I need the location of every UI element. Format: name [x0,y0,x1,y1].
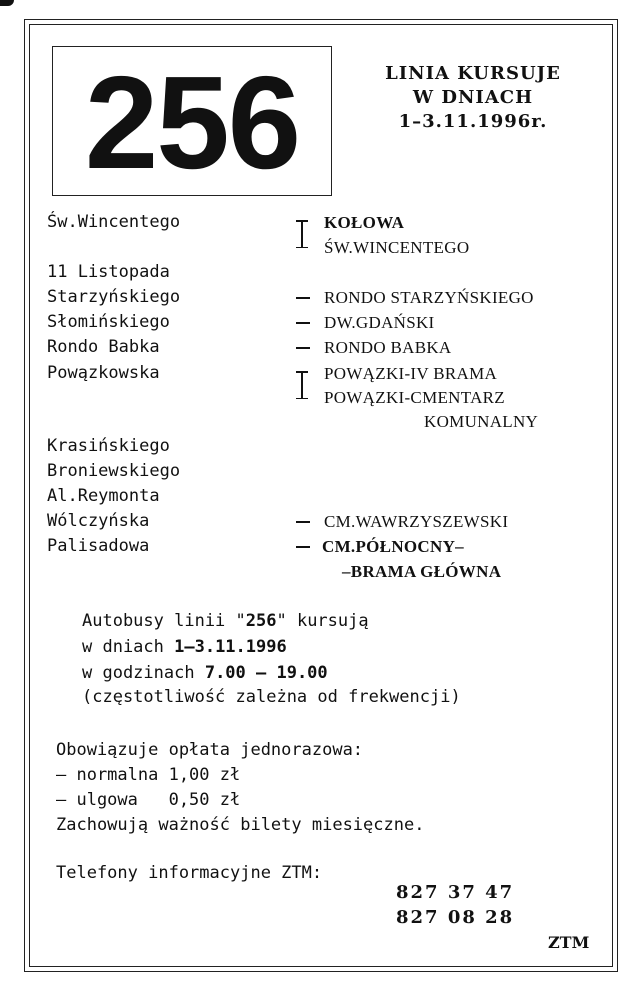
service-notice [358,62,588,134]
schedule-line-1: Autobusy linii "256" kursują [82,611,369,631]
dest-sw-wincentego: ŚW.WINCENTEGO [324,238,470,257]
dest-brama-glowna: –BRAMA GŁÓWNA [342,562,502,581]
dest-rondo-starzynskiego: RONDO STARZYŃSKIEGO [324,288,534,307]
ibeam-connector [296,220,308,248]
ibeam-connector [296,371,308,399]
monthly-tickets-note: Zachowują ważność bilety miesięczne. [56,815,425,835]
dash-connector [296,297,310,299]
stop-powazkowska: Powązkowska [47,363,160,383]
notice-line-1: LINIA KURSUJE [385,63,561,84]
stop-sw-wincentego: Św.Wincentego [47,212,181,232]
notice-line-3: 1–3.11.1996r. [398,111,548,132]
stop-al-reymonta: Al.Reymonta [47,486,160,506]
phone-number-2: 827 08 28 [396,907,515,928]
dest-powazki-iv-brama: POWĄZKI-IV BRAMA [324,364,498,383]
dash-connector [296,347,310,349]
stop-krasinskiego: Krasińskiego [47,436,170,456]
ztm-signature: ZTM [548,933,590,952]
fares-header: Obowiązuje opłata jednorazowa: [56,740,364,760]
info-phones-label: Telefony informacyjne ZTM: [56,863,323,883]
stop-rondo-babka: Rondo Babka [47,337,160,357]
dest-cm-polnocny: CM.PÓŁNOCNY– [322,537,464,556]
notice-line-2: W DNIACH [412,87,534,108]
dest-cm-wawrzyszewski: CM.WAWRZYSZEWSKI [324,512,509,531]
schedule-line-3: w godzinach 7.00 – 19.00 [82,663,328,683]
schedule-line-2: w dniach 1–3.11.1996 [82,637,287,657]
stop-palisadowa: Palisadowa [47,536,150,556]
dash-connector [296,322,310,324]
stop-11-listopada: 11 Listopada [47,262,170,282]
dest-komunalny: KOMUNALNY [424,412,539,431]
phone-number-1: 827 37 47 [396,882,515,903]
stop-slominskiego: Słomińskiego [47,312,170,332]
route-number-box [52,46,332,196]
dest-kolowa: KOŁOWA [324,213,405,232]
stop-wolczynska: Wólczyńska [47,511,150,531]
fare-normal: – normalna 1,00 zł [56,765,241,785]
stop-broniewskiego: Broniewskiego [47,461,181,481]
dash-connector [296,521,310,523]
dash-connector [296,546,310,548]
schedule-line-4: (częstotliwość zależna od frekwencji) [82,687,461,707]
route-number: 256 [84,49,300,196]
dest-powazki-cmentarz: POWĄZKI-CMENTARZ [324,388,505,407]
dest-rondo-babka: RONDO BABKA [324,338,452,357]
stop-starzynskiego: Starzyńskiego [47,287,181,307]
corner-mark [0,0,14,6]
dest-dw-gdanski: DW.GDAŃSKI [324,313,435,332]
fare-reduced: – ulgowa 0,50 zł [56,790,241,810]
